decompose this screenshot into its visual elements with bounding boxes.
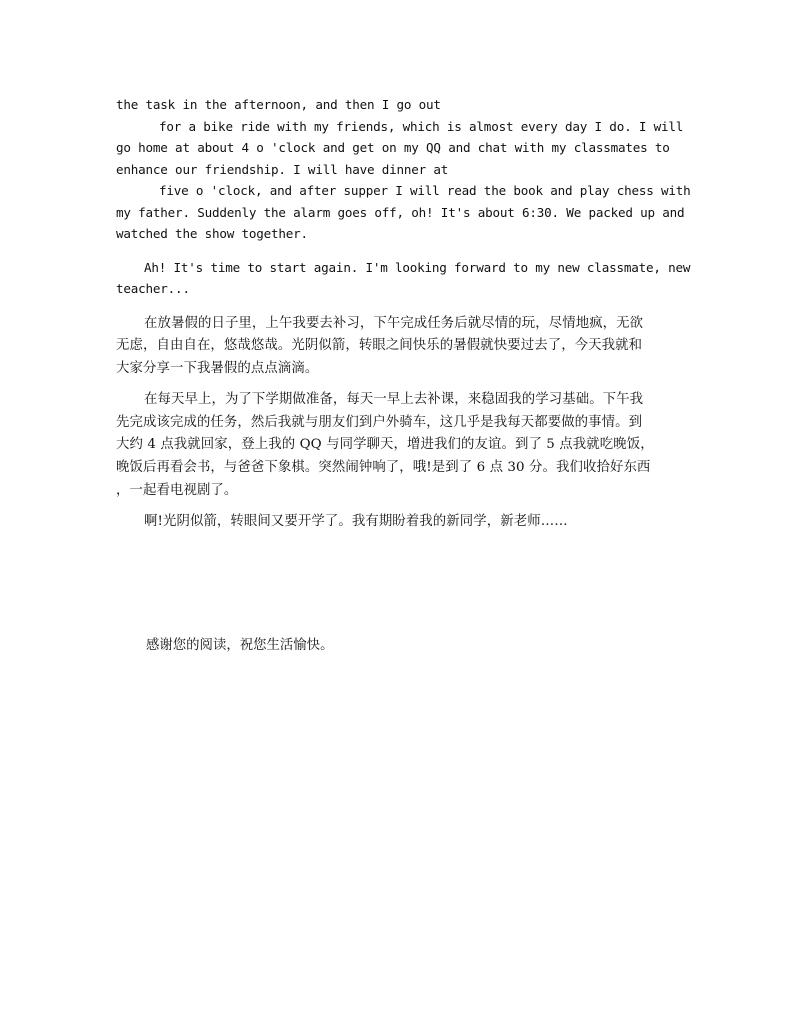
- text-line: 在放暑假的日子里，上午我要去补习，下午完成任务后就尽情的玩，尽情地疯，无欲: [144, 315, 644, 331]
- text-line: Ah! It's time to start again. I'm looking forward to my new classmate, new: [144, 259, 691, 275]
- closing-line: 感谢您的阅读，祝您生活愉快。: [146, 638, 334, 653]
- text-line: enhance our friendship. I will have dinner at: [116, 161, 449, 177]
- text-line: teacher...: [116, 281, 190, 296]
- text-line: 晚饭后再看会书，与爸爸下象棋。突然闹钟响了，哦!是到了 6 点 30 分。我们收拾好东西: [116, 460, 651, 476]
- text-line: watched the show together.: [116, 226, 308, 241]
- text-line: five o 'clock, and after supper I will read the book and play chess with: [159, 183, 691, 198]
- text-line: my father. Suddenly the alarm goes off, oh! It's about 6:30. We packed up and: [116, 204, 685, 220]
- chinese-paragraph-2: [116, 389, 676, 502]
- document-body: [116, 94, 691, 534]
- text-line: 大家分享一下我暑假的点点滴滴。: [116, 360, 319, 376]
- english-paragraph-2: [116, 257, 691, 300]
- text-line: 先完成该完成的任务，然后我就与朋友们到户外骑车，这几乎是我每天都要做的事情。到: [116, 414, 643, 430]
- text-line: the task in the afternoon, and then I go out: [116, 97, 441, 112]
- text-line: 无虑，自由自在，悠哉悠哉。光阴似箭，转眼之间快乐的暑假就快要过去了，今天我就和: [116, 338, 643, 354]
- text-line: 在每天早上，为了下学期做准备，每天一早上去补课，来稳固我的学习基础。下午我: [144, 392, 644, 408]
- text-line: ，一起看电视剧了。: [116, 482, 238, 498]
- chinese-paragraph-1: [116, 313, 676, 381]
- chinese-paragraph-3: [116, 511, 676, 534]
- text-line: go home at about 4 o 'clock and get on my QQ and chat with my classmates to: [116, 140, 670, 155]
- text-line: for a bike ride with my friends, which is almost every day I do. I will: [159, 118, 684, 134]
- text-line: 大约 4 点我就回家，登上我的 QQ 与同学聊天，增进我们的友谊。到了 5 点我就吃晚饭，: [116, 437, 654, 453]
- english-paragraph-1: [116, 94, 691, 245]
- text-line: 啊!光阴似箭，转眼间又要开学了。我有期盼着我的新同学，新老师……: [144, 514, 568, 530]
